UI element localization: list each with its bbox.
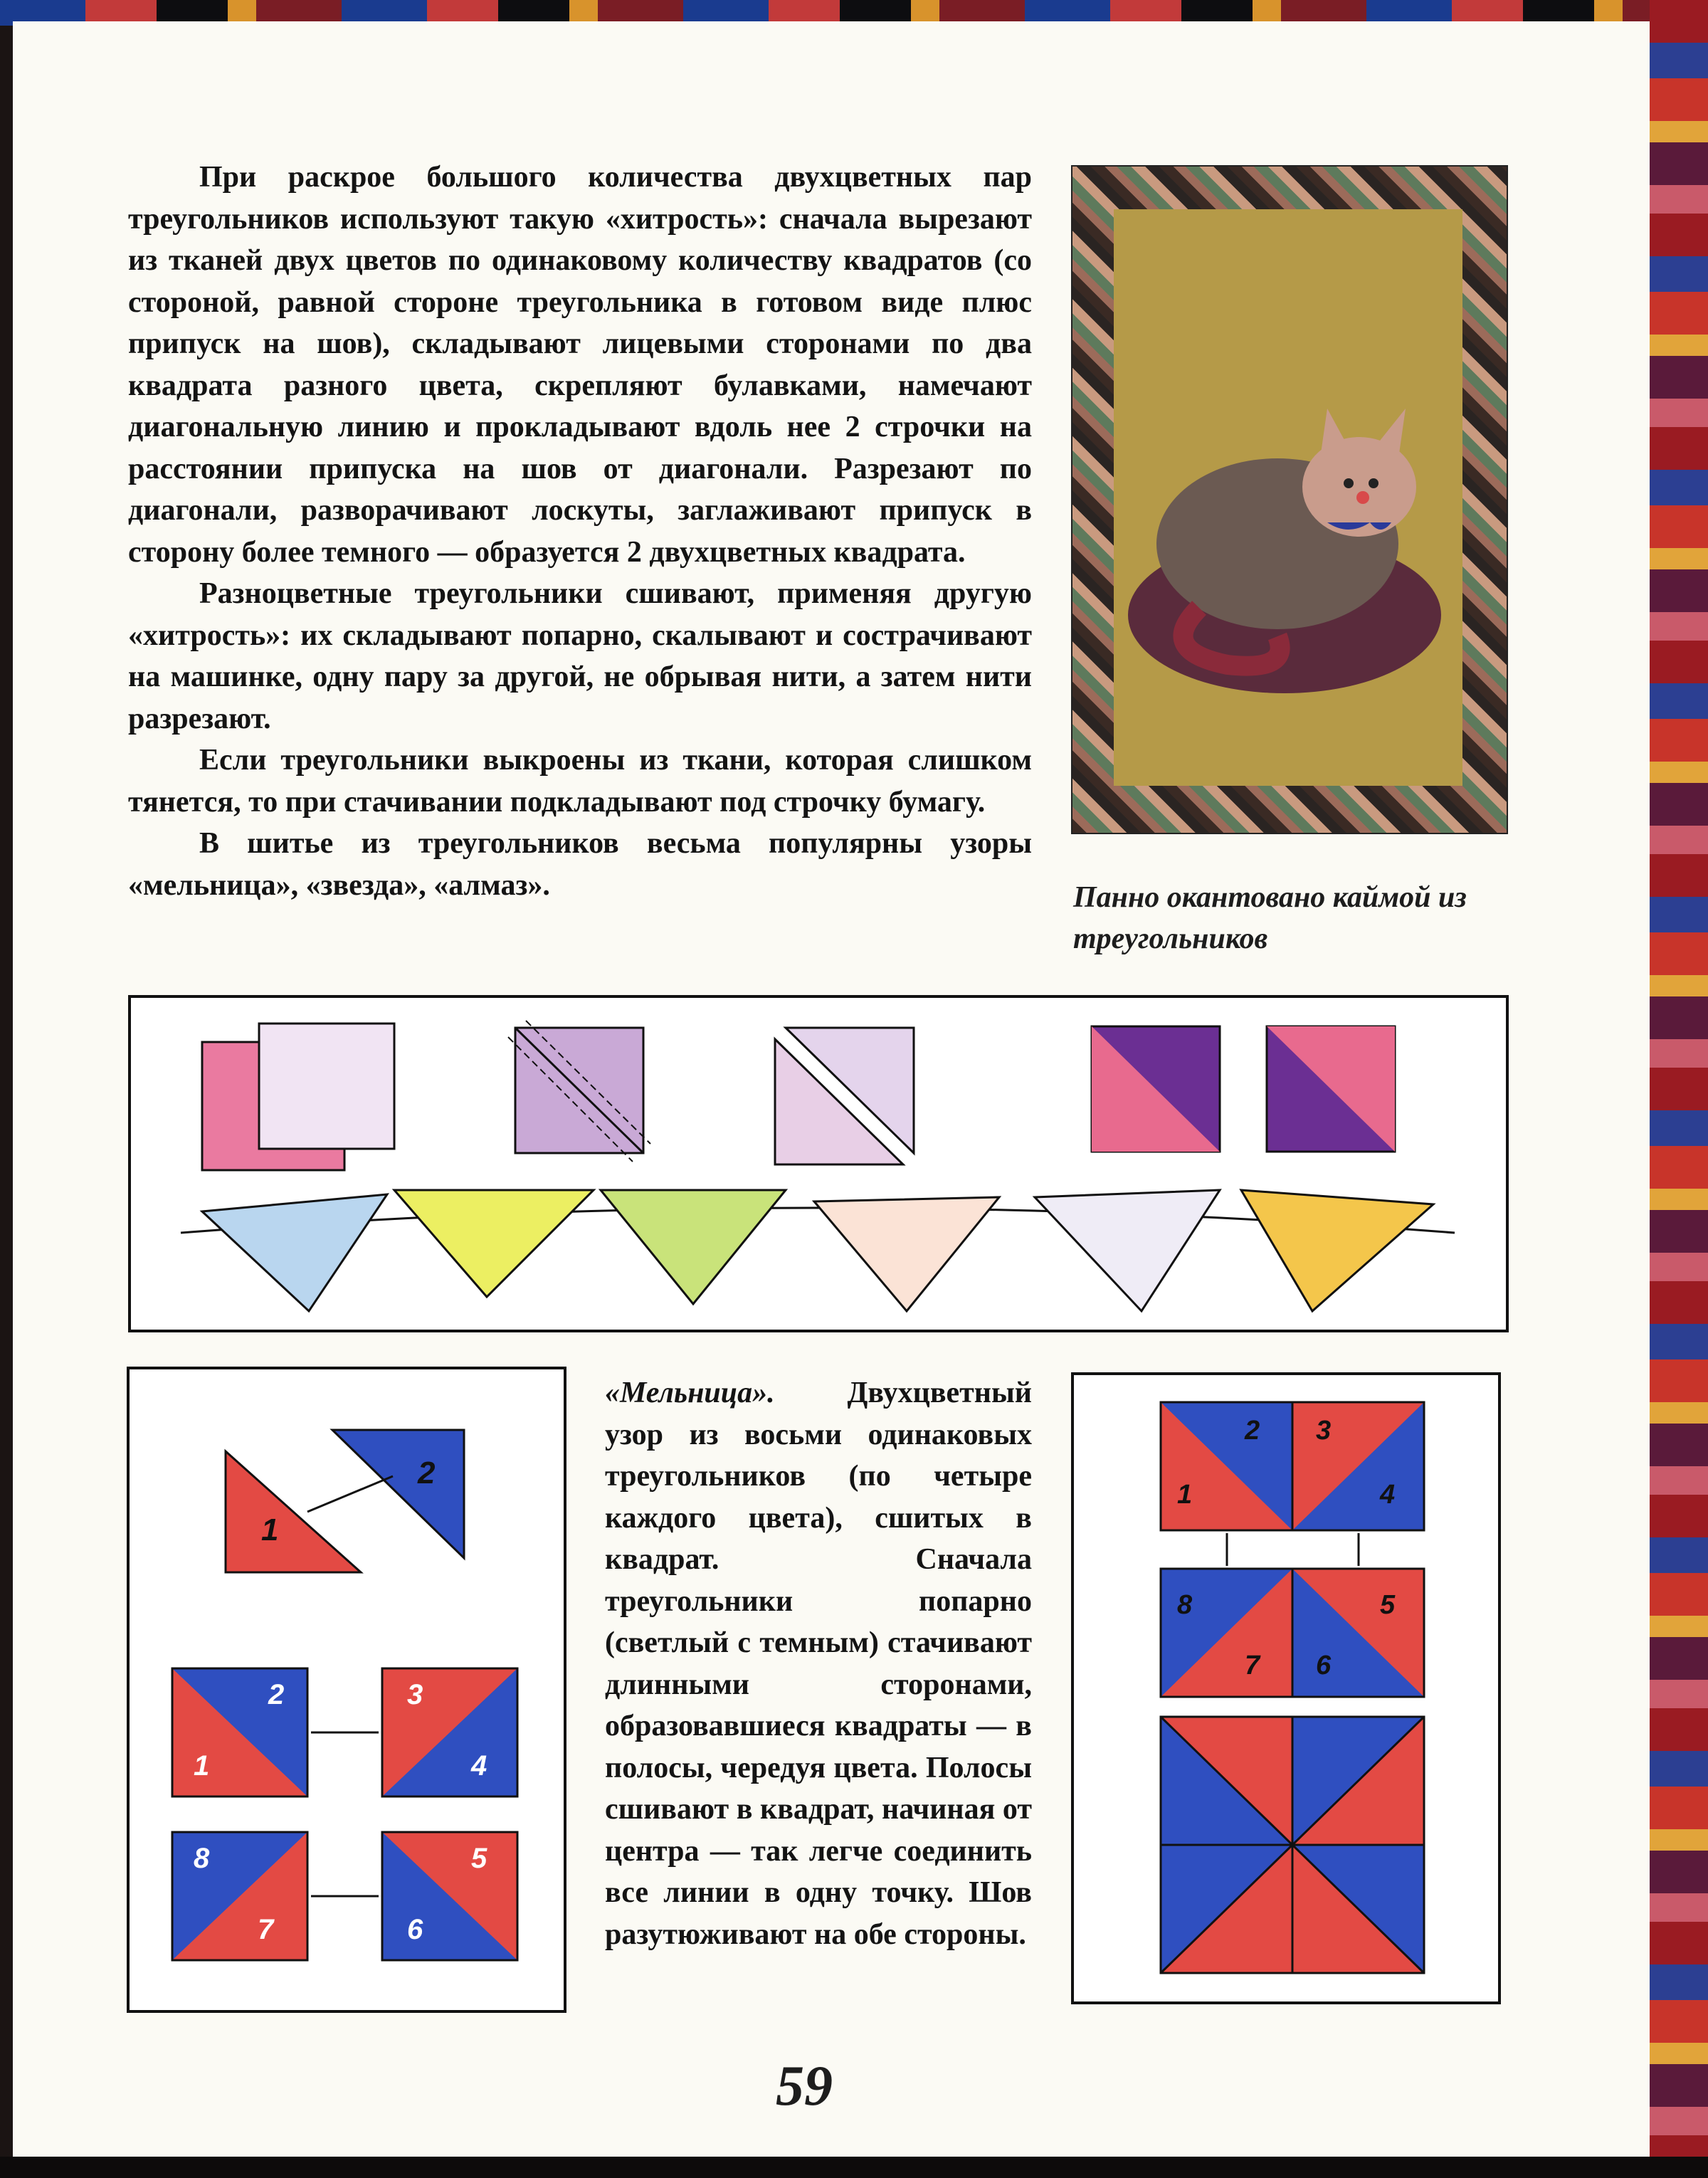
paragraph-3: Если треугольники выкроены из ткани, которая слишком тянется, то при стачивании подкладывают под строчку бумагу. bbox=[128, 744, 1032, 819]
label-n2: 2 bbox=[1245, 1416, 1260, 1446]
windmill-body: Двухцветный узор из восьми одинаковых треугольников (по четыре каждого цвета), сшитых в квадрат. Сначала треугольники попарно (светлый с темным) стачивают длинными сторонами, образовавшиеся квадраты — в полосы, чередуя цвета. Полосы сшивают в квадрат, начиная от центра — так легче соединить все линии в одну точку. Шов разутюживают на обе стороны. bbox=[605, 1377, 1032, 1951]
label-n3: 3 bbox=[1316, 1416, 1332, 1446]
label-n7: 7 bbox=[1245, 1651, 1260, 1680]
label-q3: 3 bbox=[407, 1679, 423, 1710]
label-n4: 4 bbox=[1380, 1480, 1396, 1510]
label-t2: 2 bbox=[418, 1456, 436, 1490]
label-q4: 4 bbox=[471, 1750, 487, 1782]
square-pair-bottom bbox=[172, 1832, 517, 1960]
strip-top bbox=[1161, 1402, 1424, 1530]
label-n8: 8 bbox=[1177, 1590, 1193, 1620]
windmill-description bbox=[605, 1372, 1032, 1955]
paragraph-1: При раскрое большого количества двухцветных пар треугольников используют такую «хитрость»: сначала вырезают из тканей двух цветов по одинаковому количеству квадратов (со стороной, равной стороне треугольника в готовом виде плюс припуск на шов), складывают лицевыми сторонами по два квадрата разного цвета, скрепляют булавками, намечают диагональную линию и прокладывают вдоль нее 2 строчки на расстоянии припуска на шов от диагонали. Разрезают по диагонали, разворачивают лоскуты, заглаживают припуск в сторону более темного — образуется 2 двухцветных квадрата. bbox=[128, 161, 1032, 569]
step-result-squares bbox=[1092, 1026, 1395, 1152]
square-pair-top bbox=[172, 1668, 517, 1796]
label-n5: 5 bbox=[1380, 1590, 1396, 1620]
triangle-pair bbox=[226, 1430, 464, 1572]
label-n1: 1 bbox=[1177, 1480, 1193, 1510]
step-cut-diagonal bbox=[775, 1028, 914, 1164]
label-q1: 1 bbox=[194, 1750, 210, 1782]
step-squares-stacked bbox=[202, 1024, 394, 1170]
label-q7: 7 bbox=[258, 1914, 274, 1945]
page-number: 59 bbox=[776, 2055, 833, 2118]
body-text bbox=[128, 157, 1032, 906]
windmill-steps-diagram bbox=[127, 1367, 566, 2013]
sewing-steps-diagram bbox=[128, 995, 1509, 1332]
windmill-title: «Мельница». bbox=[605, 1377, 775, 1409]
photo-caption: Панно окантовано каймой из треугольников bbox=[1073, 881, 1467, 955]
paragraph-2: Разноцветные треугольники сшивают, применяя другую «хитрость»: их складывают попарно, скалывают и сострачивают на машинке, одну пару за другой, не обрывая нити, а затем нити разрезают. bbox=[128, 577, 1032, 735]
quilt-panel-photo bbox=[1071, 165, 1508, 834]
panel-center bbox=[1114, 209, 1462, 786]
strip-middle bbox=[1161, 1569, 1424, 1697]
paragraph-4: В шитье из треугольников весьма популярны узоры «мельница», «звезда», «алмаз». bbox=[128, 827, 1032, 902]
label-t1: 1 bbox=[261, 1512, 279, 1547]
cat-illustration bbox=[1114, 209, 1462, 786]
step-pinned-square bbox=[508, 1021, 650, 1162]
label-q8: 8 bbox=[194, 1843, 210, 1874]
book-edge-right bbox=[1650, 0, 1708, 2178]
label-q6: 6 bbox=[407, 1914, 423, 1945]
label-n6: 6 bbox=[1316, 1651, 1332, 1680]
book-edge-bottom bbox=[0, 2157, 1708, 2178]
windmill-block bbox=[1161, 1717, 1424, 1973]
windmill-assembly-diagram bbox=[1071, 1372, 1501, 2004]
label-q2: 2 bbox=[268, 1679, 285, 1710]
label-q5: 5 bbox=[471, 1843, 487, 1874]
